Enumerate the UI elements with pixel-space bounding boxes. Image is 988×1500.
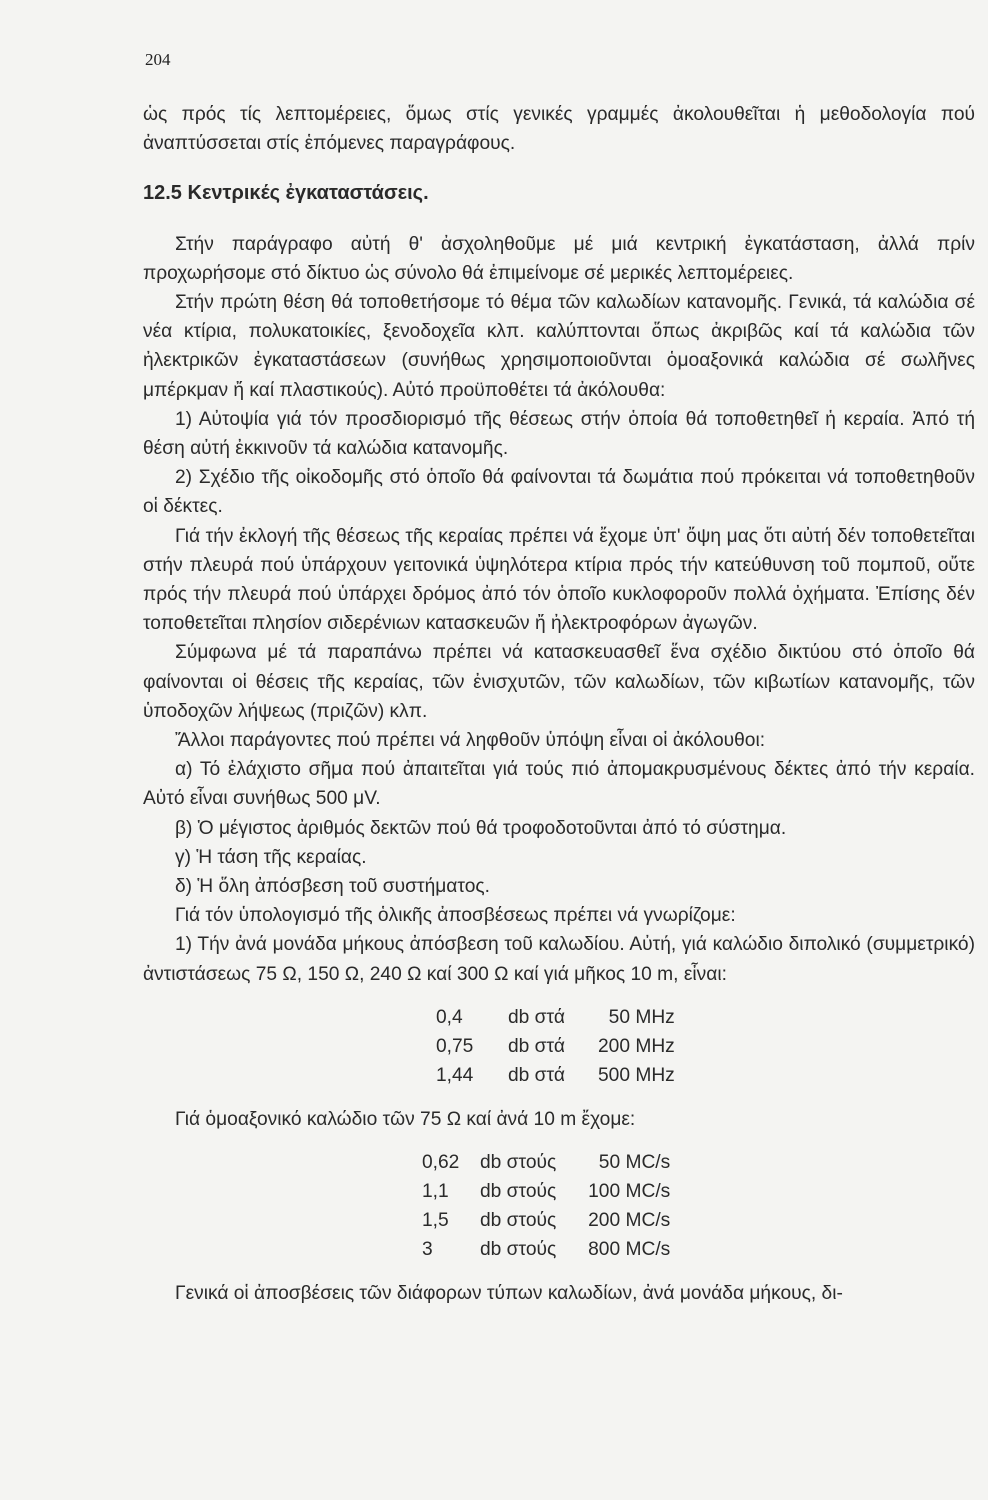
frequency-value: 800 MC/s xyxy=(588,1239,671,1261)
para-continuation: ὡς πρός τίς λεπτομέρειες, ὅμως στίς γενικές γραμμές ἀκολουθεῖται ἡ μεθοδολογία πού ἀναπτύσσεται στίς ἑπόμενες παραγράφους. xyxy=(143,104,975,155)
frequency-value: 200 MC/s xyxy=(588,1210,671,1232)
frequency-value: 200 MHz xyxy=(598,1036,675,1058)
list-item-1: 1) Αὐτοψία γιά τόν προσδιορισμό τῆς θέσεως στήν ὁποία θά τοποθετηθεῖ ἡ κεραία. Ἀπό τή θέση αὐτή ἐκκινοῦν τά καλώδια κατανομῆς. xyxy=(143,408,975,460)
paragraph-group-4 xyxy=(143,1279,975,1308)
factor-d: δ) Ἡ ὅλη ἀπόσβεση τοῦ συστήματος. xyxy=(175,876,490,898)
para-attenuation-1: 1) Τήν ἀνά μονάδα μήκους ἀπόσβεση τοῦ καλωδίου. Αὐτή, γιά καλώδιο διπολικό (συμμετρικό) ἀντιστάσεως 75 Ω, 150 Ω, 240 Ω καί 300 Ω καί γιά μῆκος 10 m, εἶναι: xyxy=(143,934,975,985)
attenuation-unit: db στά xyxy=(508,1036,565,1058)
list-item-2: 2) Σχέδιο τῆς οἰκοδομῆς στό ὁποῖο θά φαίνονται τά δωμάτια πού πρόκειται νά τοποθετηθοῦν οἱ δέκτες. xyxy=(143,467,975,518)
section-title: Κεντρικές ἐγκαταστάσεις. xyxy=(187,182,429,205)
paragraph-group-2 xyxy=(143,230,975,989)
attenuation-value: 3 xyxy=(422,1239,433,1261)
paragraph-group-1 xyxy=(143,100,975,158)
attenuation-value: 1,5 xyxy=(422,1210,449,1232)
frequency-value: 100 MC/s xyxy=(588,1180,671,1202)
table-row xyxy=(436,1061,675,1090)
page-number: 204 xyxy=(145,50,171,69)
attenuation-value: 0,75 xyxy=(436,1036,474,1058)
cable-attenuation-table xyxy=(436,1003,675,1091)
frequency-value: 50 MC/s xyxy=(598,1151,671,1173)
frequency-value: 500 MHz xyxy=(598,1065,675,1087)
factor-c: γ) Ἡ τάση τῆς κεραίας. xyxy=(175,846,367,868)
para-antenna-position: Γιά τήν ἐκλογή τῆς θέσεως τῆς κεραίας πρέπει νά ἔχομε ὑπ' ὄψη μας ὅτι αὐτή δέν τοποθετεῖται στήν πλευρά πού ὑπάρχουν γειτονικά ὑψηλότερα κτίρια πρός τήν κατεύθυνση τοῦ πομποῦ, οὔτε πρός τήν πλευρά πού ὑπάρχει δρόμος ἀπό τόν ὁποῖο κυκλοφοροῦν πολλά ὀχήματα. Ἐπίσης δέν τοποθετεῖται πλησίον σιδερένιων κατασκευῶν ἤ ἠλεκτροφόρων ἀγωγῶν. xyxy=(143,525,975,635)
attenuation-value: 0,4 xyxy=(436,1006,463,1028)
para-cables: Στήν πρώτη θέση θά τοποθετήσομε τό θέμα τῶν καλωδίων κατανομῆς. Γενικά, τά καλώδια σέ νέα κτίρια, πολυκατοικίες, ξενοδοχεῖα κλπ. καλύπτονται ὅπως ἀκριβῶς καί τά καλώδια τῶν ἠλεκτρικῶν ἐγκαταστάσεων (συνήθως χρησιμοποιοῦνται ὁμοαξονικά καλώδια σέ σωλῆνες μπέρκμαν ἤ καί πλαστικούς). Αὐτό προϋποθέτει τά ἀκόλουθα: xyxy=(143,292,975,401)
attenuation-unit: db στούς xyxy=(480,1151,557,1173)
section-heading xyxy=(143,179,975,208)
para-attenuation-intro: Γιά τόν ὑπολογισμό τῆς ὁλικῆς ἀποσβέσεως πρέπει νά γνωρίζομε: xyxy=(175,905,736,927)
table-row xyxy=(422,1148,670,1177)
coaxial-attenuation-table xyxy=(422,1148,670,1265)
table-row xyxy=(422,1206,670,1235)
attenuation-value: 1,1 xyxy=(422,1180,449,1202)
para-coaxial: Γιά ὁμοαξονικό καλώδιο τῶν 75 Ω καί ἀνά 10 m ἔχομε: xyxy=(175,1108,636,1130)
factor-b: β) Ὁ μέγιστος ἀριθμός δεκτῶν πού θά τροφοδοτοῦνται ἀπό τό σύστημα. xyxy=(175,817,787,839)
attenuation-value: 1,44 xyxy=(436,1065,474,1087)
para-network-plan: Σύμφωνα μέ τά παραπάνω πρέπει νά κατασκευασθεῖ ἕνα σχέδιο δικτύου στό ὁποῖο θά φαίνονται οἱ θέσεις τῆς κεραίας, τῶν ἐνισχυτῶν, τῶν καλωδίων, τῶν κιβωτίων κατανομῆς, τῶν ὑποδοχῶν λήψεως (πριζῶν) κλπ. xyxy=(143,642,975,722)
section-number: 12.5 xyxy=(143,182,182,205)
attenuation-unit: db στούς xyxy=(480,1210,557,1232)
table-row xyxy=(436,1003,675,1032)
table-row xyxy=(436,1032,675,1061)
attenuation-value: 0,62 xyxy=(422,1151,460,1173)
paragraph-group-3 xyxy=(143,1105,975,1134)
table-row xyxy=(422,1177,670,1206)
page-body xyxy=(143,100,975,1308)
factor-a: α) Τό ἐλάχιστο σῆμα πού ἀπαιτεῖται γιά τούς πιό ἀπομακρυσμένους δέκτες ἀπό τήν κεραία. Αὐτό εἶναι συνήθως 500 μV. xyxy=(143,759,975,810)
attenuation-unit: db στούς xyxy=(480,1239,557,1261)
frequency-value: 50 MHz xyxy=(608,1006,675,1028)
attenuation-unit: db στά xyxy=(508,1006,565,1028)
para-closing: Γενικά οἱ ἀποσβέσεις τῶν διάφορων τύπων καλωδίων, ἀνά μονάδα μήκους, δι- xyxy=(175,1282,843,1304)
table-row xyxy=(422,1235,670,1264)
para-intro: Στήν παράγραφο αὐτή θ' ἀσχοληθοῦμε μέ μιά κεντρική ἐγκατάσταση, ἀλλά πρίν προχωρήσομε στό δίκτυο ὡς σύνολο θά ἐπιμείνομε σέ μερικές λεπτομέρειες. xyxy=(143,233,975,284)
attenuation-unit: db στούς xyxy=(480,1180,557,1202)
para-other-factors: Ἄλλοι παράγοντες πού πρέπει νά ληφθοῦν ὑπόψη εἶναι οἱ ἀκόλουθοι: xyxy=(175,730,766,752)
attenuation-unit: db στά xyxy=(508,1065,565,1087)
